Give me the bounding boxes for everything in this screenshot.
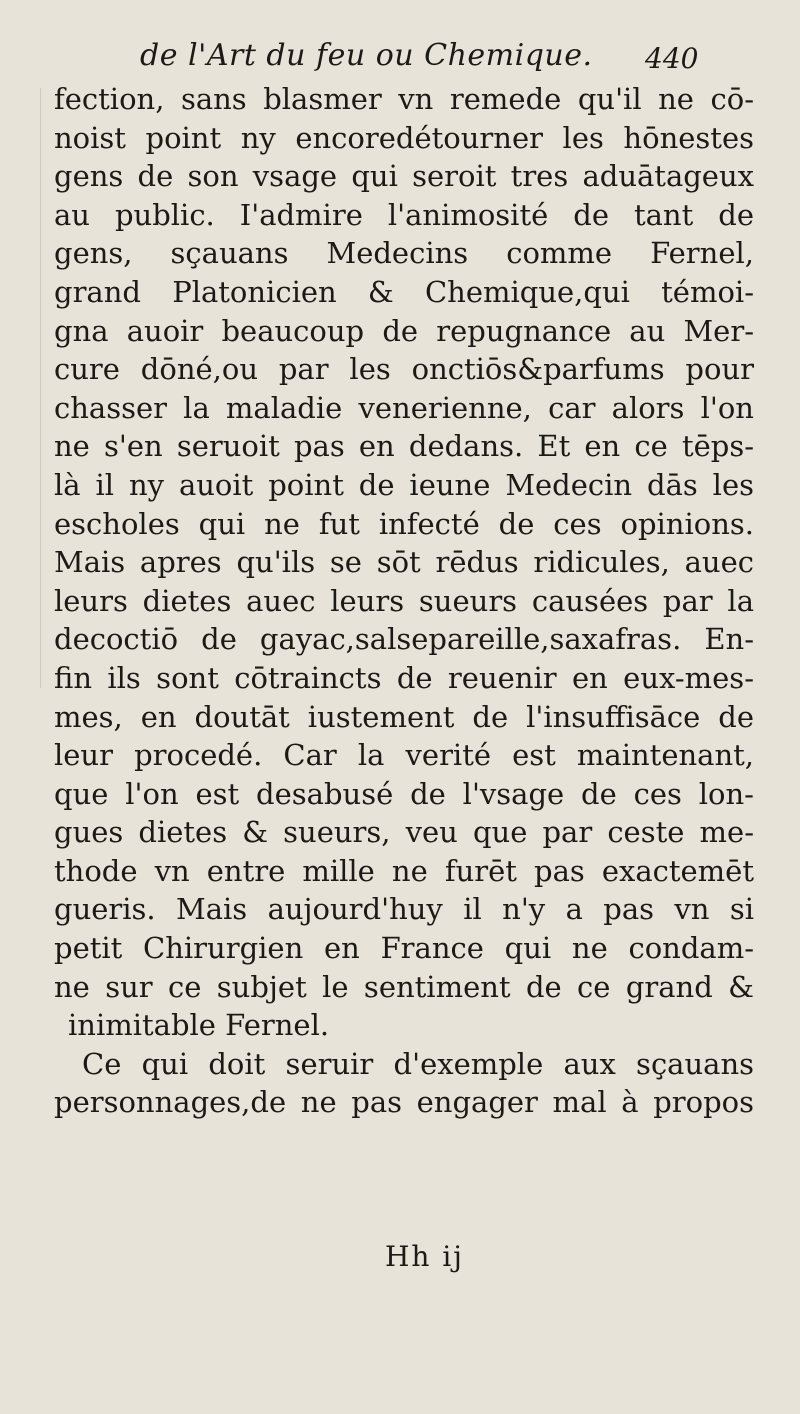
text-line: que l'on est desabusé de l'vsage de ces lon-	[54, 776, 754, 811]
text-line: ne sur ce subjet le sentiment de ce grand &	[54, 969, 754, 1004]
text-line: gueris. Mais aujourd'huy il n'y a pas vn si	[54, 892, 754, 927]
text-line: ne s'en seruoit pas en dedans. Et en ce tēps-	[54, 429, 754, 464]
text-line: au public. I'admire l'animosité de tant de	[54, 197, 754, 232]
text-line: escholes qui ne fut infecté de ces opinions.	[54, 506, 754, 541]
text-line: gna auoir beaucoup de repugnance au Mer-	[54, 313, 754, 348]
text-line: noist point ny encoredétourner les hōnestes	[54, 120, 754, 155]
text-line: leur procedé. Car la verité est maintenant,	[54, 738, 754, 773]
text-line: Ce qui doit seruir d'exemple aux sçauans	[82, 1046, 754, 1081]
text-line: inimitable Fernel.	[68, 1008, 330, 1043]
text-line: mes, en doutāt iustement de l'insuffisāce de	[54, 699, 754, 734]
text-line: gues dietes & sueurs, veu que par ceste me-	[54, 815, 754, 850]
text-line: chasser la maladie venerienne, car alors l'on	[54, 390, 754, 425]
text-line: là il ny auoit point de ieune Medecin dās les	[54, 467, 754, 502]
text-line: thode vn entre mille ne furēt pas exactemēt	[54, 853, 754, 888]
running-title: de l'Art du feu ou Chemique.	[140, 38, 593, 73]
text-line: gens de son vsage qui seroit tres aduātageux	[54, 159, 754, 194]
text-line: leurs dietes auec leurs sueurs causées par la	[54, 583, 754, 618]
text-line: gens, sçauans Medecins comme Fernel,	[54, 236, 754, 271]
page-edge-line	[40, 88, 41, 688]
text-line: grand Platonicien & Chemique,qui témoi-	[54, 274, 754, 309]
text-line: cure dōné,ou par les onctiōs&parfums pour	[54, 352, 754, 387]
text-line: petit Chirurgien en France qui ne condam-	[54, 931, 754, 966]
text-line: Mais apres qu'ils se sōt rēdus ridicules, auec	[54, 545, 754, 580]
text-line: fection, sans blasmer vn remede qu'il ne cō-	[54, 82, 754, 116]
signature-mark: Hh ij	[385, 1240, 464, 1273]
text-line: fin ils sont cōtraincts de reuenir en eux-mes-	[54, 660, 754, 695]
body-text	[54, 80, 754, 1122]
page-header	[0, 38, 800, 78]
text-line: decoctiō de gayac,salsepareille,saxafras. En-	[54, 622, 754, 657]
text-line: personnages,de ne pas engager mal à propos	[54, 1085, 754, 1120]
page-number: 440	[645, 42, 699, 75]
